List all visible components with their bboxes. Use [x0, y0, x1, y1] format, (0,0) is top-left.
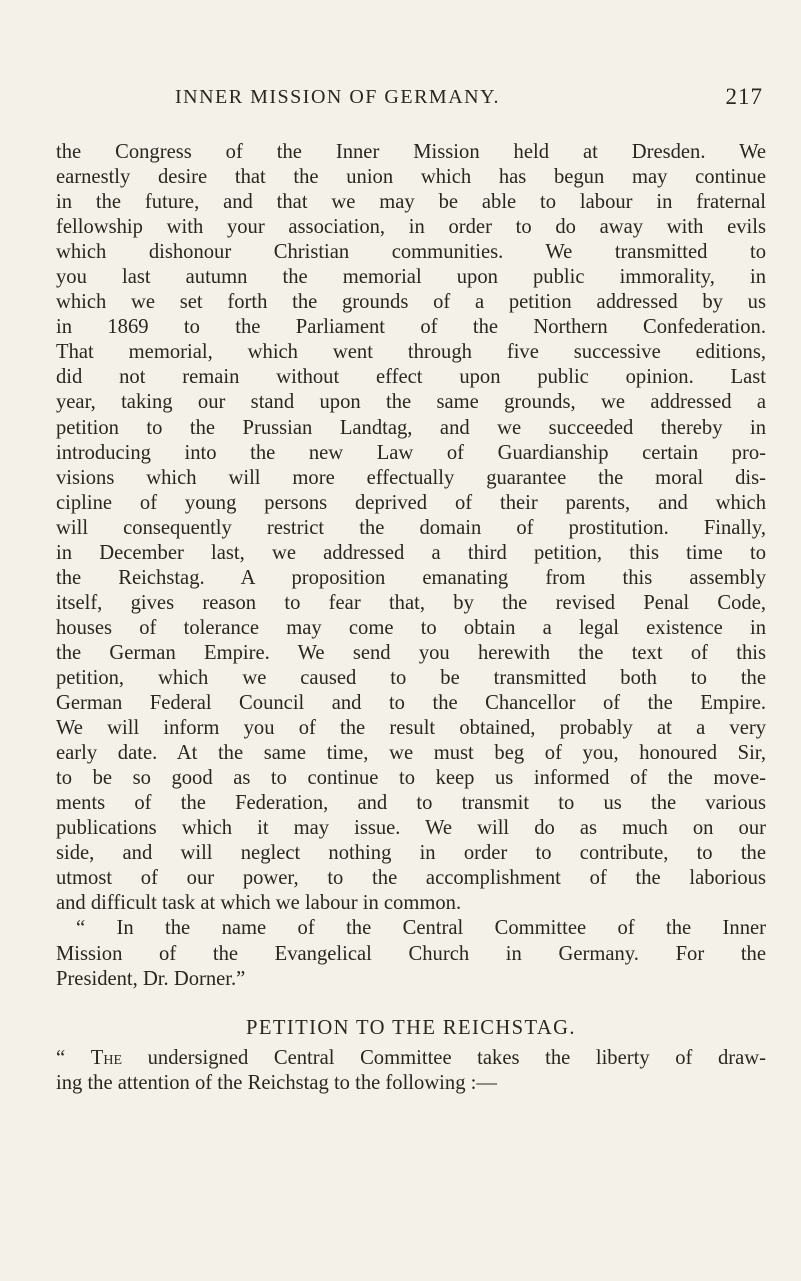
text-line: introducing into the new Law of Guardianship certain pro- [56, 441, 766, 464]
text-line: early date. At the same time, we must beg of you, honoured Sir, [56, 742, 766, 765]
text-line: utmost of our power, to the accomplishment of the laborious [56, 867, 766, 890]
text-line: to be so good as to continue to keep us informed of the move- [56, 767, 766, 790]
text-line: petition to the Prussian Landtag, and we succeeded thereby in [56, 416, 766, 439]
text-line: visions which will more effectually guarantee the moral dis- [56, 466, 766, 489]
text-line: in 1869 to the Parliament of the Northern Confederation. [56, 316, 766, 339]
text-line: in December last, we addressed a third petition, this time to [56, 541, 766, 564]
lead-word: The [90, 1046, 122, 1069]
quote-mark: “ [56, 1046, 91, 1069]
petition-line [56, 1046, 766, 1071]
text-line: That memorial, which went through five successive editions, [56, 341, 766, 364]
text-line: will consequently restrict the domain of prostitution. Finally, [56, 516, 766, 539]
section-heading: PETITION TO THE REICHSTAG. [246, 1016, 576, 1039]
text-line: the German Empire. We send you herewith the text of this [56, 641, 766, 664]
page-number: 217 [725, 84, 763, 109]
text-line: the Congress of the Inner Mission held at Dresden. We [56, 141, 766, 163]
text-line: cipline of young persons deprived of their parents, and which [56, 491, 766, 514]
text-line: petition, which we caused to be transmitted both to the [56, 666, 766, 689]
text-line: publications which it may issue. We will do as much on our [56, 817, 766, 840]
text-line: you last autumn the memorial upon public immorality, in [56, 266, 766, 289]
running-title: INNER MISSION OF GERMANY. [175, 86, 500, 108]
text-line: Mission of the Evangelical Church in Germany. For the [56, 942, 766, 965]
text-line: the Reichstag. A proposition emanating from this assembly [56, 566, 766, 589]
text-line: fellowship with your association, in order to do away with evils [56, 216, 766, 239]
text-line: ments of the Federation, and to transmit to us the various [56, 792, 766, 815]
text-line: itself, gives reason to fear that, by the revised Penal Code, [56, 591, 766, 614]
text-line: side, and will neglect nothing in order to contribute, to the [56, 842, 766, 865]
text-line: and difficult task at which we labour in common. [56, 892, 462, 915]
text-line: German Federal Council and to the Chancellor of the Empire. [56, 692, 766, 715]
text-line: houses of tolerance may come to obtain a legal existence in [56, 616, 766, 639]
text-line: We will inform you of the result obtained, probably at a very [56, 717, 766, 740]
text-line: President, Dr. Dorner.” [56, 967, 246, 990]
text-line: “ In the name of the Central Committee of the Inner [76, 917, 766, 940]
running-head [175, 86, 763, 116]
body-text [56, 140, 766, 1096]
text-line: did not remain without effect upon public opinion. Last [56, 366, 766, 389]
text-line: in the future, and that we may be able to labour in fraternal [56, 191, 766, 214]
text-line: year, taking our stand upon the same grounds, we addressed a [56, 391, 766, 414]
petition-line: ing the attention of the Reichstag to the following :— [56, 1071, 497, 1094]
text-line: which dishonour Christian communities. We transmitted to [56, 241, 766, 264]
text-line: earnestly desire that the union which has begun may continue [56, 166, 766, 189]
petition-line-rest: undersigned Central Committee takes the liberty of draw- [122, 1046, 766, 1069]
text-line: which we set forth the grounds of a petition addressed by us [56, 291, 766, 314]
